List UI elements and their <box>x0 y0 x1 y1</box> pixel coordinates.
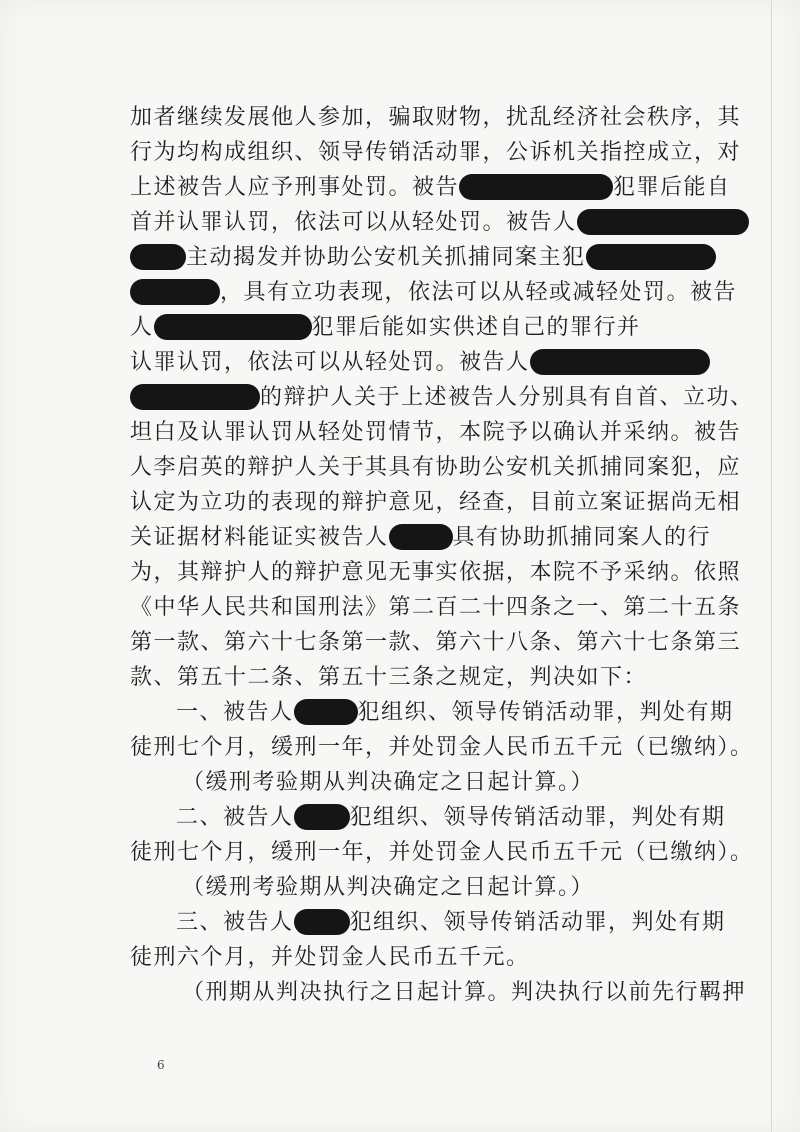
text-line-23: （缓刑考验期从判决确定之日起计算。） <box>182 875 595 900</box>
page-edge-line <box>771 0 772 1132</box>
text-line-10: 坦白及认罪认罚从轻处罚情节，本院予以确认并采纳。被告 <box>130 420 742 445</box>
text-line-12: 认定为立功的表现的辩护意见，经查，目前立案证据尚无相 <box>130 490 742 515</box>
redaction-mark <box>130 279 220 305</box>
text-line-6: ，具有立功表现，依法可以从轻或减轻处罚。被告 <box>130 275 690 310</box>
text-line-11: 人李启英的辩护人关于其具有协助公安机关抓捕同案犯，应 <box>130 455 742 480</box>
text-line-18: 一、被告人 犯组织、领导传销活动罪，判处有期 <box>176 700 734 725</box>
text-line-25: 徒刑六个月，并处罚金人民币五千元。 <box>130 945 530 970</box>
text-line-15: 《中华人民共和国刑法》第二百二十四条之一、第二十五条 <box>130 595 742 620</box>
page-number: 6 <box>157 1058 165 1072</box>
text-line-26: （刑期从判决执行之日起计算。判决执行以前先行羁押 <box>182 980 747 1005</box>
text-line-21: 二、被告人 犯组织、领导传销活动罪，判处有期 <box>176 805 726 830</box>
text-line-4: 首并认罪认罚，依法可以从轻处罚。被告人 <box>130 205 690 240</box>
text-line-14: 为，其辩护人的辩护意见无事实依据，本院不予采纳。依照 <box>130 560 742 585</box>
redaction-mark <box>294 804 350 830</box>
document-body <box>130 100 754 1010</box>
redaction-mark <box>577 209 749 235</box>
redaction-mark <box>130 244 186 270</box>
text-line-9: 的辩护人关于上述被告人分别具有自首、立功、 <box>130 380 690 415</box>
text-line-16: 第一款、第六十七条第一款、第六十八条、第六十七条第三 <box>130 630 742 655</box>
text-line-1: 加者继续发展他人参加，骗取财物，扰乱经济社会秩序，其 <box>130 105 742 130</box>
redaction-mark <box>389 524 453 550</box>
text-line-20: （缓刑考验期从判决确定之日起计算。） <box>182 770 595 795</box>
redaction-mark <box>530 349 710 375</box>
redaction-mark <box>294 699 358 725</box>
text-line-24: 三、被告人 犯组织、领导传销活动罪，判处有期 <box>176 910 726 935</box>
text-line-22: 徒刑七个月，缓刑一年，并处罚金人民币五千元（已缴纳）。 <box>130 840 754 865</box>
text-line-17: 款、第五十二条、第五十三条之规定，判决如下： <box>130 665 648 690</box>
redaction-mark <box>154 314 312 340</box>
text-line-3: 上述被告人应予刑事处罚。被告 犯罪后能自 <box>130 175 731 200</box>
redaction-mark <box>130 384 260 410</box>
text-line-7: 人 犯罪后能如实供述自己的罪行并 <box>130 315 641 340</box>
redaction-mark <box>294 909 350 935</box>
redaction-mark <box>586 244 716 270</box>
text-line-5: 主动揭发并协助公安机关抓捕同案主犯 <box>130 240 690 275</box>
text-line-13: 关证据材料能证实被告人 具有协助抓捕同案人的行 <box>130 525 712 550</box>
text-line-2: 行为均构成组织、领导传销活动罪，公诉机关指控成立，对 <box>130 140 742 165</box>
text-line-8: 认罪认罚，依法可以从轻处罚。被告人 <box>130 345 690 380</box>
redaction-mark <box>459 174 613 200</box>
text-line-19: 徒刑七个月，缓刑一年，并处罚金人民币五千元（已缴纳）。 <box>130 735 754 760</box>
